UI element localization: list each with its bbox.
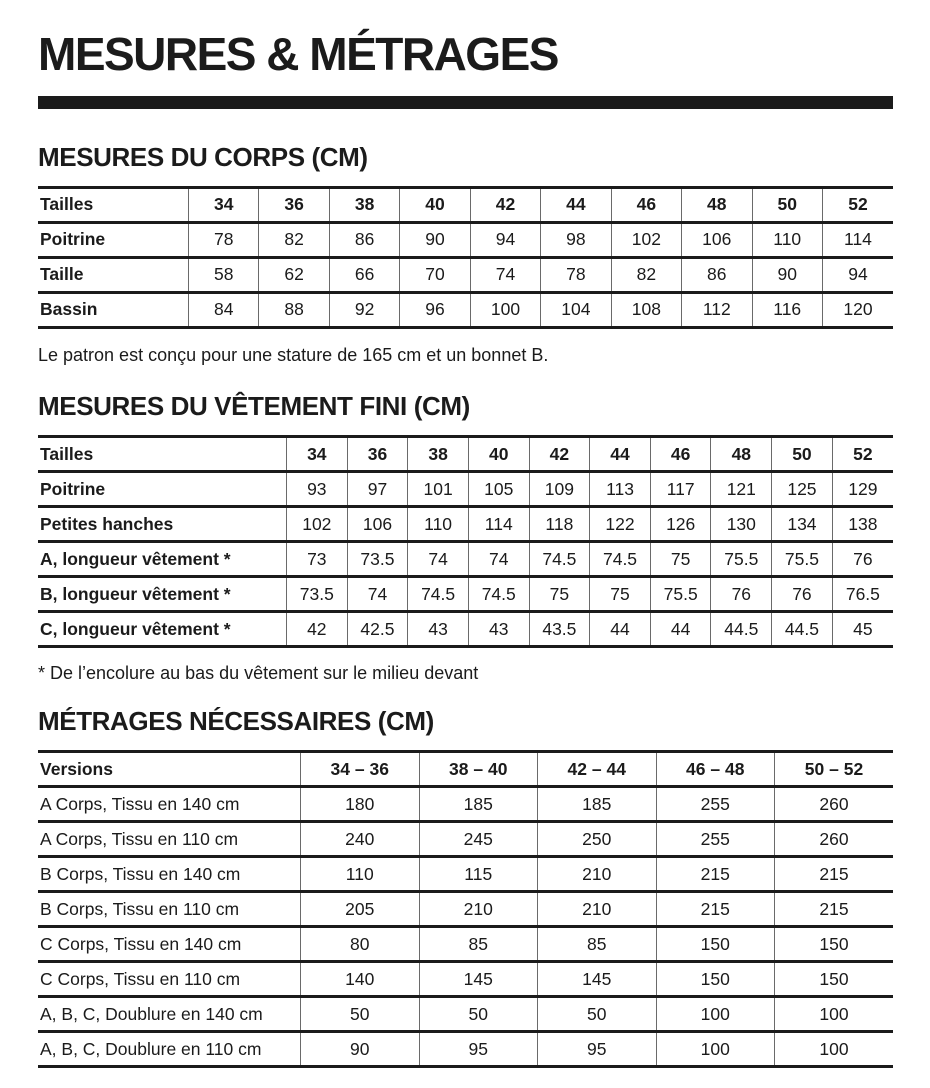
value-cell: 125 — [772, 472, 833, 507]
value-cell: 45 — [832, 612, 893, 647]
value-cell: 85 — [538, 927, 657, 962]
row-label-cell: Poitrine — [40, 229, 106, 250]
size-header-cell: 42 — [470, 187, 540, 222]
table-row — [38, 857, 893, 892]
value-cell: 44.5 — [772, 612, 833, 647]
table-row — [38, 507, 893, 542]
size-header-cell: 46 — [650, 437, 711, 472]
value-cell: 145 — [538, 962, 657, 997]
value-cell: 78 — [541, 257, 611, 292]
table-row — [38, 472, 893, 507]
value-cell: 260 — [775, 787, 894, 822]
value-cell: 100 — [470, 292, 540, 327]
size-header-cell: 34 — [189, 187, 259, 222]
value-cell: 66 — [329, 257, 399, 292]
value-cell: 130 — [711, 507, 772, 542]
value-cell: 44.5 — [711, 612, 772, 647]
value-cell: 145 — [419, 962, 538, 997]
table-row — [38, 997, 893, 1032]
value-cell: 82 — [611, 257, 681, 292]
value-cell: 102 — [611, 222, 681, 257]
value-cell: 215 — [656, 892, 775, 927]
fabric-requirements-table — [38, 750, 893, 1068]
page-title: MESURES & MÉTRAGES — [38, 28, 558, 80]
value-cell: 106 — [682, 222, 752, 257]
value-cell: 75 — [650, 542, 711, 577]
value-cell: 74 — [347, 577, 408, 612]
value-cell: 75 — [529, 577, 590, 612]
value-cell: 150 — [656, 962, 775, 997]
table-row — [38, 1032, 893, 1067]
value-cell: 86 — [682, 257, 752, 292]
value-cell: 114 — [822, 222, 893, 257]
value-cell: 121 — [711, 472, 772, 507]
body-measurements-table — [38, 186, 893, 329]
table-row — [38, 822, 893, 857]
section-body-measurements — [38, 143, 893, 367]
row-label-cell: A, B, C, Doublure en 140 cm — [40, 1003, 263, 1024]
value-cell: 82 — [259, 222, 329, 257]
value-cell: 74 — [470, 257, 540, 292]
value-cell: 70 — [400, 257, 470, 292]
value-cell: 185 — [419, 787, 538, 822]
value-cell: 109 — [529, 472, 590, 507]
value-cell: 110 — [752, 222, 822, 257]
row-label-cell: Taille — [40, 264, 84, 285]
value-cell: 76.5 — [832, 577, 893, 612]
table-row — [38, 222, 893, 257]
value-cell: 150 — [775, 962, 894, 997]
table-header-row — [38, 752, 893, 787]
size-header-cell: 34 — [287, 437, 348, 472]
value-cell: 76 — [711, 577, 772, 612]
table-header-row — [38, 187, 893, 222]
section-fabric-requirements — [38, 707, 893, 1068]
value-cell: 210 — [419, 892, 538, 927]
table-row — [38, 292, 893, 327]
value-cell: 240 — [301, 822, 420, 857]
value-cell: 75 — [590, 577, 651, 612]
value-cell: 92 — [329, 292, 399, 327]
value-cell: 118 — [529, 507, 590, 542]
size-header-cell: 36 — [259, 187, 329, 222]
value-cell: 43 — [408, 612, 469, 647]
value-cell: 114 — [468, 507, 529, 542]
value-cell: 245 — [419, 822, 538, 857]
table-row — [38, 612, 893, 647]
value-cell: 44 — [590, 612, 651, 647]
value-cell: 105 — [468, 472, 529, 507]
value-cell: 74.5 — [408, 577, 469, 612]
value-cell: 110 — [408, 507, 469, 542]
value-cell: 44 — [650, 612, 711, 647]
value-cell: 86 — [329, 222, 399, 257]
value-cell: 74.5 — [468, 577, 529, 612]
value-cell: 73.5 — [287, 577, 348, 612]
value-cell: 74 — [468, 542, 529, 577]
value-cell: 58 — [189, 257, 259, 292]
value-cell: 106 — [347, 507, 408, 542]
value-cell: 43 — [468, 612, 529, 647]
finished-garment-table — [38, 435, 893, 648]
value-cell: 120 — [822, 292, 893, 327]
value-cell: 100 — [775, 1032, 894, 1067]
value-cell: 138 — [832, 507, 893, 542]
value-cell: 85 — [419, 927, 538, 962]
value-cell: 180 — [301, 787, 420, 822]
value-cell: 78 — [189, 222, 259, 257]
value-cell: 134 — [772, 507, 833, 542]
value-cell: 43.5 — [529, 612, 590, 647]
section-heading-body-measurements: MESURES DU CORPS (CM) — [38, 141, 368, 172]
table-row — [38, 577, 893, 612]
value-cell: 255 — [656, 822, 775, 857]
row-label-cell: C, longueur vêtement * — [40, 618, 231, 639]
table-row — [38, 542, 893, 577]
value-cell: 50 — [419, 997, 538, 1032]
value-cell: 75.5 — [772, 542, 833, 577]
value-cell: 110 — [301, 857, 420, 892]
stature-note: Le patron est conçu pour une stature de 165 cm et un bonnet B. — [38, 344, 549, 365]
size-header-cell: 46 – 48 — [656, 752, 775, 787]
value-cell: 104 — [541, 292, 611, 327]
value-cell: 80 — [301, 927, 420, 962]
section-heading-finished-garment: MESURES DU VÊTEMENT FINI (CM) — [38, 391, 470, 422]
value-cell: 42 — [287, 612, 348, 647]
value-cell: 215 — [775, 892, 894, 927]
value-cell: 74 — [408, 542, 469, 577]
value-cell: 74.5 — [590, 542, 651, 577]
row-label-cell: A Corps, Tissu en 140 cm — [40, 793, 240, 814]
value-cell: 205 — [301, 892, 420, 927]
row-label-cell: Bassin — [40, 299, 98, 320]
value-cell: 112 — [682, 292, 752, 327]
value-cell: 90 — [301, 1032, 420, 1067]
value-cell: 113 — [590, 472, 651, 507]
length-footnote: * De l’encolure au bas du vêtement sur le milieu devant — [38, 663, 479, 684]
value-cell: 101 — [408, 472, 469, 507]
value-cell: 62 — [259, 257, 329, 292]
value-cell: 98 — [541, 222, 611, 257]
size-header-cell: 50 – 52 — [775, 752, 894, 787]
value-cell: 185 — [538, 787, 657, 822]
value-cell: 95 — [419, 1032, 538, 1067]
value-cell: 50 — [301, 997, 420, 1032]
value-cell: 129 — [832, 472, 893, 507]
value-cell: 42.5 — [347, 612, 408, 647]
value-cell: 215 — [656, 857, 775, 892]
size-header-cell: 50 — [752, 187, 822, 222]
row-label-cell: A, B, C, Doublure en 110 cm — [40, 1038, 262, 1059]
section-heading-fabric-requirements: MÉTRAGES NÉCESSAIRES (CM) — [38, 706, 434, 737]
value-cell: 116 — [752, 292, 822, 327]
size-header-cell: 52 — [832, 437, 893, 472]
size-header-cell: 44 — [541, 187, 611, 222]
size-header-cell: 40 — [400, 187, 470, 222]
value-cell: 115 — [419, 857, 538, 892]
size-header-cell: 40 — [468, 437, 529, 472]
value-cell: 102 — [287, 507, 348, 542]
table-row — [38, 892, 893, 927]
value-cell: 76 — [772, 577, 833, 612]
value-cell: 73 — [287, 542, 348, 577]
value-cell: 255 — [656, 787, 775, 822]
size-header-cell: 34 – 36 — [301, 752, 420, 787]
row-label-cell: Poitrine — [40, 478, 106, 499]
row-label-cell: A, longueur vêtement * — [40, 548, 231, 569]
value-cell: 150 — [775, 927, 894, 962]
row-label-cell: B, longueur vêtement * — [40, 583, 231, 604]
value-cell: 94 — [470, 222, 540, 257]
size-header-cell: 48 — [682, 187, 752, 222]
value-cell: 96 — [400, 292, 470, 327]
value-cell: 100 — [656, 997, 775, 1032]
value-cell: 90 — [752, 257, 822, 292]
value-cell: 76 — [832, 542, 893, 577]
value-cell: 108 — [611, 292, 681, 327]
row-label-cell: A Corps, Tissu en 110 cm — [40, 828, 239, 849]
size-header-cell: 50 — [772, 437, 833, 472]
value-cell: 74.5 — [529, 542, 590, 577]
title-divider-bar — [38, 96, 893, 109]
row-label-cell: C Corps, Tissu en 110 cm — [40, 968, 241, 989]
size-header-cell: 48 — [711, 437, 772, 472]
value-cell: 126 — [650, 507, 711, 542]
value-cell: 117 — [650, 472, 711, 507]
value-cell: 210 — [538, 857, 657, 892]
value-cell: 140 — [301, 962, 420, 997]
size-header-cell: 38 — [408, 437, 469, 472]
header-label-cell: Tailles — [40, 194, 94, 215]
row-label-cell: C Corps, Tissu en 140 cm — [40, 933, 242, 954]
table-row — [38, 787, 893, 822]
value-cell: 97 — [347, 472, 408, 507]
row-label-cell: Petites hanches — [40, 513, 174, 534]
size-header-cell: 36 — [347, 437, 408, 472]
size-header-cell: 46 — [611, 187, 681, 222]
value-cell: 50 — [538, 997, 657, 1032]
table-row — [38, 257, 893, 292]
value-cell: 73.5 — [347, 542, 408, 577]
row-label-cell: B Corps, Tissu en 110 cm — [40, 898, 240, 919]
value-cell: 260 — [775, 822, 894, 857]
value-cell: 100 — [775, 997, 894, 1032]
value-cell: 93 — [287, 472, 348, 507]
value-cell: 95 — [538, 1032, 657, 1067]
value-cell: 150 — [656, 927, 775, 962]
table-header-row — [38, 437, 893, 472]
value-cell: 210 — [538, 892, 657, 927]
header-label-cell: Tailles — [40, 443, 94, 464]
value-cell: 94 — [822, 257, 893, 292]
value-cell: 88 — [259, 292, 329, 327]
value-cell: 122 — [590, 507, 651, 542]
value-cell: 215 — [775, 857, 894, 892]
value-cell: 100 — [656, 1032, 775, 1067]
size-header-cell: 52 — [822, 187, 893, 222]
table-row — [38, 962, 893, 997]
value-cell: 75.5 — [711, 542, 772, 577]
value-cell: 75.5 — [650, 577, 711, 612]
size-header-cell: 44 — [590, 437, 651, 472]
value-cell: 84 — [189, 292, 259, 327]
value-cell: 250 — [538, 822, 657, 857]
header-label-cell: Versions — [40, 758, 113, 779]
row-label-cell: B Corps, Tissu en 140 cm — [40, 863, 241, 884]
size-header-cell: 38 – 40 — [419, 752, 538, 787]
size-header-cell: 38 — [329, 187, 399, 222]
size-header-cell: 42 — [529, 437, 590, 472]
value-cell: 90 — [400, 222, 470, 257]
table-row — [38, 927, 893, 962]
size-header-cell: 42 – 44 — [538, 752, 657, 787]
section-finished-garment — [38, 392, 893, 685]
